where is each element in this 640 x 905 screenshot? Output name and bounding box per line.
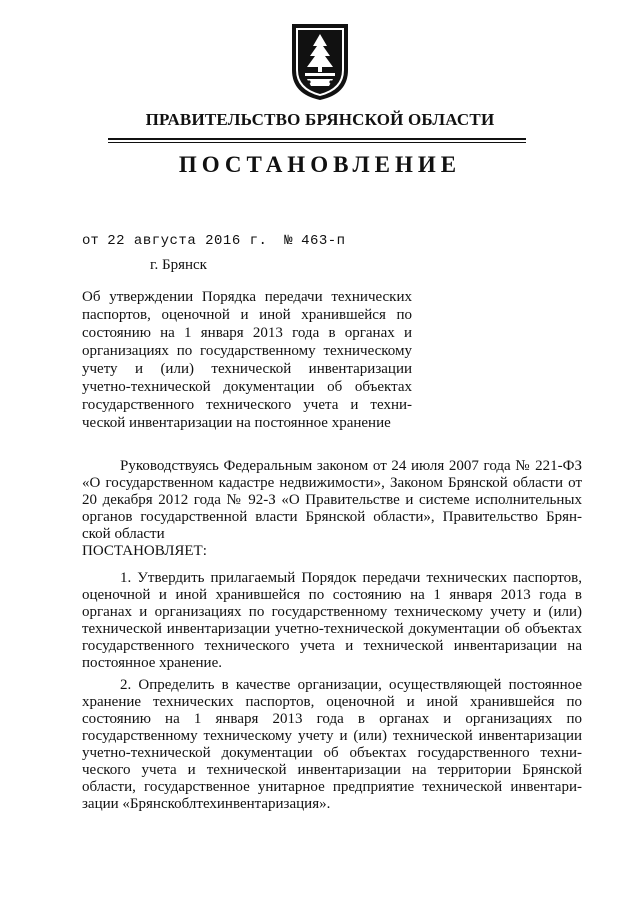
subject-line: Об утверждении Порядка передачи технических <box>82 289 412 305</box>
subject-line: состоянию на 1 января 2013 года в органах и <box>82 325 412 341</box>
subject-line: государственного технического учета и техни- <box>82 397 412 413</box>
preamble-line: ской области <box>82 526 165 542</box>
document-body <box>82 458 582 813</box>
organization-name: ПРАВИТЕЛЬСТВО БРЯНСКОЙ ОБЛАСТИ <box>145 110 495 129</box>
number-label: № <box>284 233 293 249</box>
item-line: оценочной и иной хранившейся по состоянию на 1 января 2013 года в <box>82 587 582 603</box>
document-subject <box>82 288 412 432</box>
preamble-line: «О государственном кадастре недвижимости», Законом Брянской области от <box>82 475 582 491</box>
header-rule-thin <box>108 142 526 143</box>
document-number: 463-п <box>301 233 346 249</box>
preamble-line: 20 декабря 2012 года № 92-З «О Правительстве и системе исполнительных <box>82 492 582 508</box>
item-line: 1. Утвердить прилагаемый Порядок передачи технических паспортов, <box>120 570 582 586</box>
subject-line: паспортов, оценочной и иной хранившейся по <box>82 307 412 323</box>
preamble <box>82 458 582 560</box>
subject-line: учетно-технической документации об объектах <box>82 379 412 395</box>
document-date: 22 августа 2016 г. <box>107 233 268 249</box>
item-line: постоянное хранение. <box>82 655 222 671</box>
item-line: хранение технических паспортов, оценочной и иной хранившейся по <box>82 694 582 710</box>
item-line: органах и организациях по государственному техническому учету и (или) <box>82 604 582 620</box>
item-line: состоянию на 1 января 2013 года в органах и организациях по <box>82 711 582 727</box>
preamble-line: органов государственной власти Брянской области», Правительство Брян- <box>82 509 582 525</box>
item-line: зации «Брянскоблтехинвентаризация». <box>82 796 331 812</box>
resolves-heading: ПОСТАНОВЛЯЕТ: <box>82 543 207 559</box>
preamble-line: Руководствуясь Федеральным законом от 24 июля 2007 года № 221-ФЗ <box>120 458 582 474</box>
item-line: области, государственное унитарное предприятие технической инвентари- <box>82 779 582 795</box>
item-line: технической инвентаризации учетно-технической документации об объектах <box>82 621 582 637</box>
city: г. Брянск <box>150 257 207 273</box>
subject-line: учету и (или) технической инвентаризации <box>82 361 412 377</box>
item-line: государственного технического учета и технической инвентаризации на <box>82 638 582 654</box>
item-line: государственному техническому учету и (или) технической инвентаризации <box>82 728 582 744</box>
item-2 <box>82 677 582 813</box>
date-number-line <box>82 233 346 249</box>
item-line: 2. Определить в качестве организации, осуществляющей постоянное <box>120 677 582 693</box>
from-label: от <box>82 233 99 249</box>
item-line: ческого учета и технической инвентаризации на территории Брянской <box>82 762 582 778</box>
subject-line: ческой инвентаризации на постоянное хранение <box>82 415 391 431</box>
header-rule-thick <box>108 138 526 140</box>
item-1 <box>82 570 582 672</box>
coat-of-arms-emblem <box>289 22 351 102</box>
item-line: учетно-технической документации об объектах государственного техни- <box>82 745 582 761</box>
spacer <box>82 560 582 570</box>
document-type: ПОСТАНОВЛЕНИЕ <box>178 152 462 177</box>
subject-line: организациях по государственному техническому <box>82 343 412 359</box>
